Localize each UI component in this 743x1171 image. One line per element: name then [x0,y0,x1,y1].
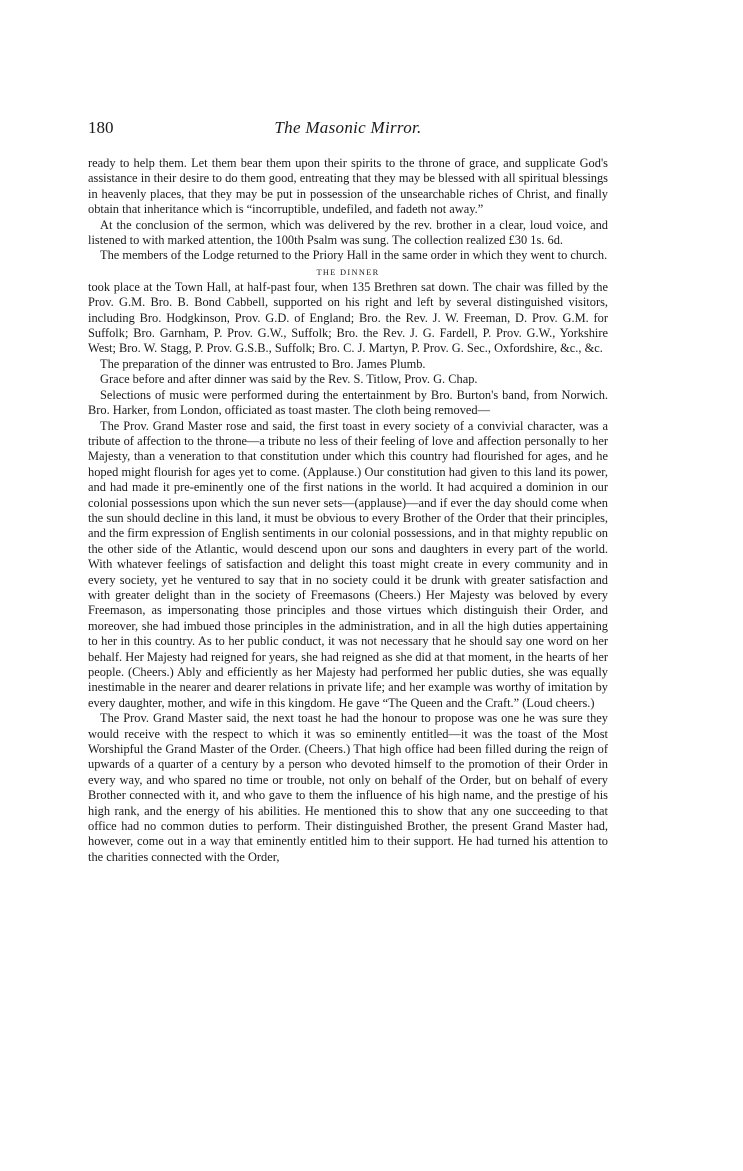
paragraph-preparation: The preparation of the dinner was entrusted to Bro. James Plumb. [100,356,426,371]
journal-title: The Masonic Mirror. [274,118,422,137]
page-number: 180 [88,118,114,137]
paragraph-music: Selections of music were performed during the entertainment by Bro. Burton's band, from Norwich. Bro. Harker, from London, officiated as toast master. The cloth being removed— [88,387,608,418]
paragraph-dinner: took place at the Town Hall, at half-past four, when 135 Brethren sat down. The chair was filled by the Prov. G.M. Bro. B. Bond Cabbell, supported on his right and left by several distinguished visitors, including Bro. Hodgkinson, Prov. G.D. of England; Bro. the Rev. J. W. Freeman, D. Prov. G.M. for Suffolk; Bro. Garnham, P. Prov. G.W., Suffolk; Bro. the Rev. J. G. Fardell, P. Prov. G.W., Yorkshire West; Bro. W. Stagg, P. Prov. G.S.B., Suffolk; Bro. C. J. Martyn, P. Prov. G. Sec., Oxfordshire, &c., &c. [88,279,608,356]
paragraph-grace: Grace before and after dinner was said by the Rev. S. Titlow, Prov. G. Chap. [100,372,478,387]
section-heading-dinner: THE DINNER [316,267,380,277]
paragraph-first-toast: The Prov. Grand Master rose and said, the first toast in every society of a convivial character, was a tribute of affection to the throne—a tribute no less of their feeling of love and affection personally to her Majesty, than a veneration to that constitution under which this country had flourished for ages, and he hoped might flourish for ages yet to come. (Applause.) Our constitution had given to this land its power, and had made it pre-eminently one of the first nations in the world. It had acquired a dominion in our colonial possessions upon which the sun never sets—(applause)—and if ever the day should come when the sun should decline in this land, it must be obvious to every Brother of the Order that their principles, and the firm expression of English sentiments in our colonial possessions, and in that mighty republic on the other side of the Atlantic, would descend upon our sons and daughters in every part of the world. With whatever feelings of satisfaction and delight this toast might create in every community and in every society, yet he ventured to say that in no society could it be drunk with greater satisfaction and with greater delight than in the society of Freemasons (Cheers.) Her Majesty was beloved by every Freemason, as impersonating those principles and those virtues which distinguish their Order, and moreover, she had imbued those principles in the administration, and in all the high duties appertaining to her in this country. As to her public conduct, it was not necessary that he should say one word on her behalf. Her Majesty had reigned for years, she had reigned as she did at that moment, in the hearts of her people. (Cheers.) Ably and efficiently as her Majesty had performed her public duties, she was equally inestimable in the nearer and dearer relations in private life; and her example was worthy of imitation by every daughter, mother, and wife in this kingdom. He gave “The Queen and the Craft.” (Loud cheers.) [88,418,608,710]
paragraph-sermon-end: ready to help them. Let them bear them upon their spirits to the throne of grace, and supplicate God's assistance in their desire to do them good, entreating that they may be blessed with all spiritual blessings in heavenly places, that they may be put in possession of the unsearchable riches of Christ, and finally obtain that inheritance which is “incorruptible, undefiled, and fadeth not away.” [88,156,608,217]
paragraph-second-toast: The Prov. Grand Master said, the next toast he had the honour to propose was one he was sure they would receive with the respect to which it was so eminently entitled—it was the toast of the Most Worshipful the Grand Master of the Order. (Cheers.) That high office had been filled during the reign of upwards of a quarter of a century by a person who devoted himself to the promotion of their Order in every way, and who spared no time or trouble, not only on behalf of the Order, but on behalf of every Brother connected with it, and who gave to them the influence of his high name, and the prestige of his high rank, and the energy of his abilities. He mentioned this to show that any one succeeding to that office had no common duties to perform. Their distinguished Brother, the present Grand Master had, however, come out in a way that eminently entitled him to their support. He had turned his attention to the charities connected with the Order, [88,711,608,864]
page [88,118,608,865]
article-body [88,156,608,865]
paragraph-psalm: At the conclusion of the sermon, which was delivered by the rev. brother in a clear, loud voice, and listened to with marked attention, the 100th Psalm was sung. The collection realized £30 1s. 6d. [88,217,608,248]
running-head [88,118,608,144]
paragraph-return: The members of the Lodge returned to the Priory Hall in the same order in which they went to church. [100,248,608,263]
